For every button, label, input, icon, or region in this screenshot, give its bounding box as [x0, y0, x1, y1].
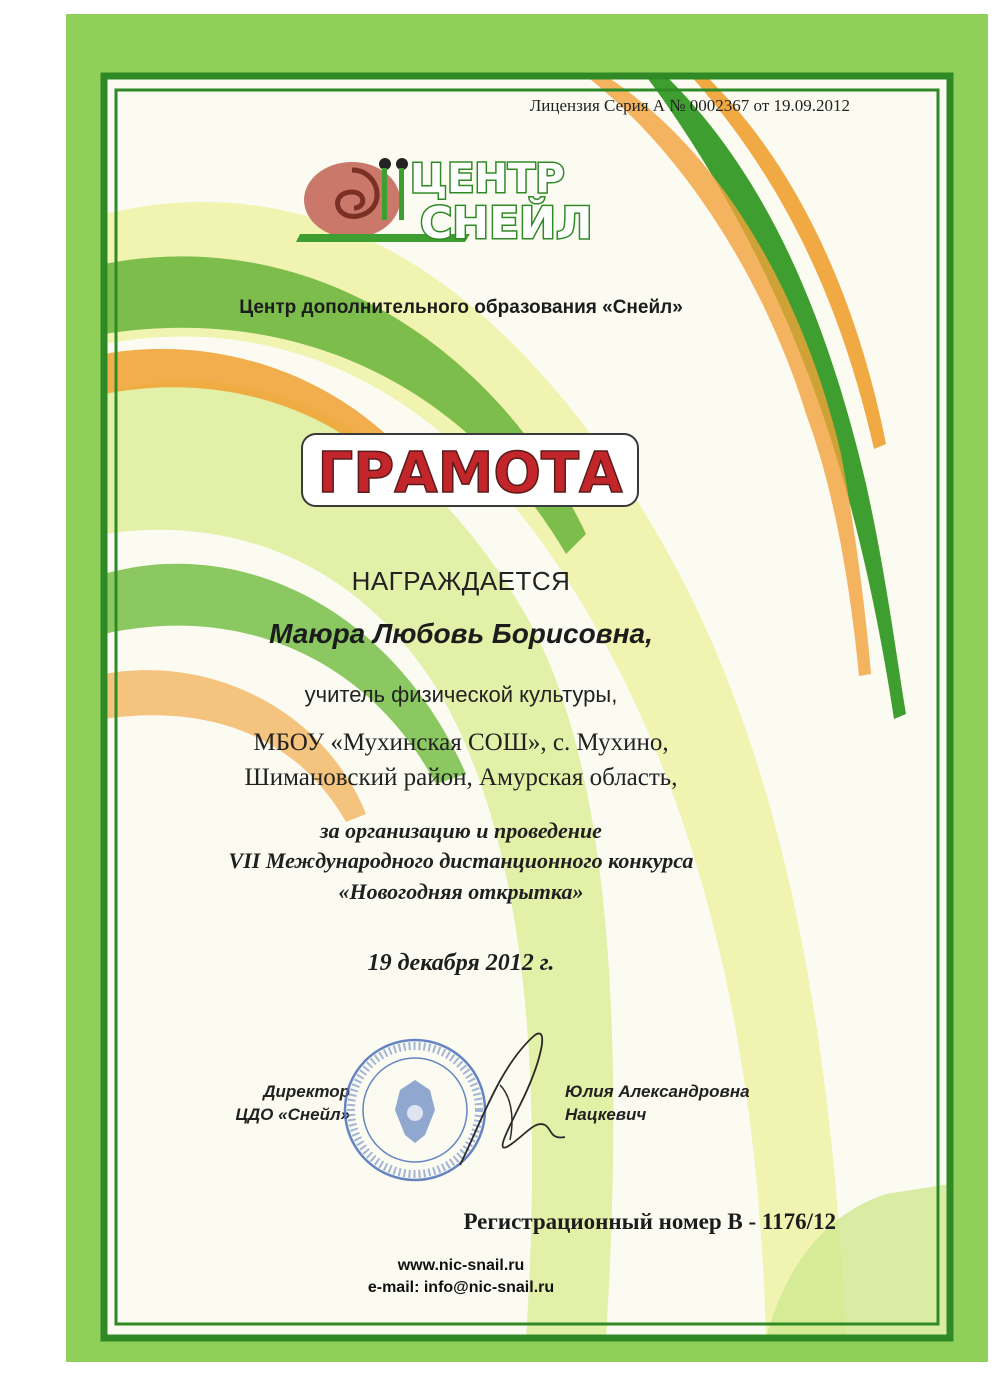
- email-link[interactable]: e-mail: info@nic-snail.ru: [367, 1279, 555, 1296]
- license-text: Лицензия Серия А № 0002367 от 19.09.2012: [529, 96, 850, 115]
- recipient-school-line2: Шимановский район, Амурская область,: [244, 764, 678, 791]
- reason-line-3: «Новогодняя открытка»: [338, 879, 584, 904]
- signer-title-line1: Директор: [263, 1082, 350, 1101]
- reason-line-2: VII Международного дистанционного конкурса: [228, 848, 694, 873]
- signer-name-line1: Юлия Александровна: [565, 1082, 750, 1101]
- title-text: ГРАМОТА: [317, 441, 623, 506]
- website-link[interactable]: www.nic-snail.ru: [397, 1257, 525, 1274]
- award-date: 19 декабря 2012 г.: [367, 950, 555, 976]
- logo-text-line1: ЦЕНТР: [410, 156, 565, 202]
- recipient-school-line1: МБОУ «Мухинская СОШ», с. Мухино,: [253, 729, 669, 756]
- reason-line-1: за организацию и проведение: [320, 818, 602, 843]
- signer-title-line2: ЦДО «Снейл»: [235, 1105, 350, 1124]
- awarded-label: НАГРАЖДАЕТСЯ: [351, 566, 571, 596]
- recipient-position: учитель физической культуры,: [304, 682, 618, 707]
- signature: [440, 1025, 570, 1175]
- snail-logo: [290, 150, 670, 245]
- registration-number: Регистрационный номер В - 1176/12: [463, 1209, 836, 1234]
- organization-name: Центр дополнительного образования «Снейл»: [239, 297, 683, 318]
- signer-name-line2: Нацкевич: [565, 1105, 647, 1124]
- certificate-title: [300, 430, 640, 510]
- recipient-name: Маюра Любовь Борисовна,: [269, 618, 653, 649]
- logo-text-line2: СНЕЙЛ: [420, 198, 593, 245]
